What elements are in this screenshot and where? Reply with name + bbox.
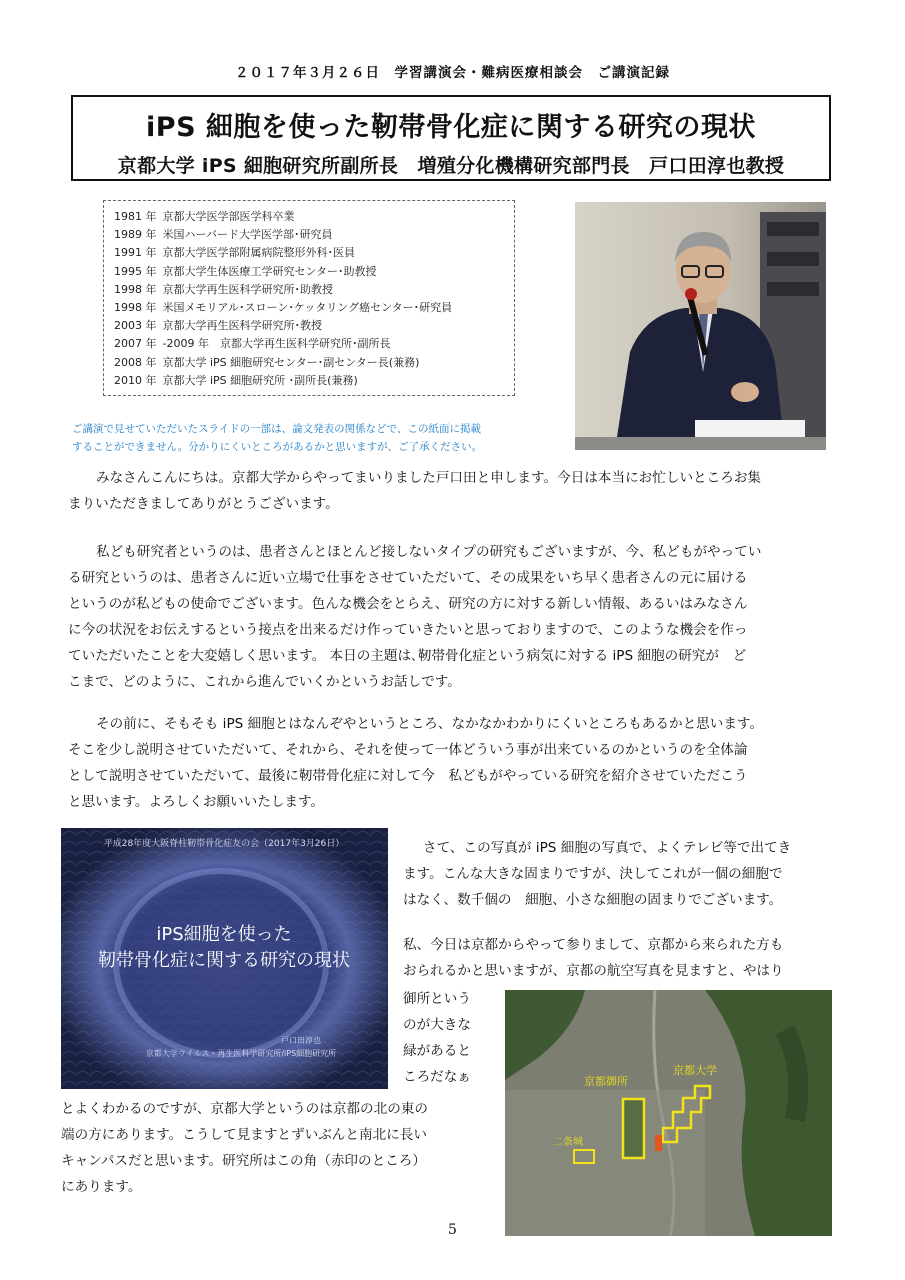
career-text: 京都大学 iPS 細胞研究センター･副センター長(兼務) <box>162 355 420 369</box>
career-year: 2008 年 <box>114 355 157 369</box>
text-line: そこを少し説明させていただいて、それから、それを使って一体どういう事が出来ているのかというのを全体論 <box>68 742 748 758</box>
career-text: 京都大学医学部医学科卒業 <box>162 210 295 223</box>
career-year: 1998 年 <box>114 282 157 296</box>
page-subtitle: 京都大学 iPS 細胞研究所副所長 増殖分化機構研究部門長 戸口田淳也教授 <box>117 155 785 177</box>
career-item <box>114 317 452 335</box>
text-line: る研究というのは、患者さんに近い立場で仕事をさせていただいて、その成果をいち早く患者さんの元に届ける <box>68 570 748 586</box>
text-line: ていただいたことを大変嬉しく思います。 本日の主題は､靭帯骨化症という病気に対する iPS 細胞の研究が ど <box>68 648 747 664</box>
career-year: 1991 年 <box>114 246 157 260</box>
slide-caption: 平成28年度大阪脊柱靭帯骨化症友の会（2017年3月26日） <box>103 839 345 849</box>
career-item <box>114 226 452 244</box>
career-item <box>114 244 452 262</box>
text-line: キャンパスだと思います。研究所はこの角（赤印のところ） <box>61 1153 426 1169</box>
page-title: iPS 細胞を使った靭帯骨化症に関する研究の現状 <box>146 112 756 143</box>
gosho-green <box>623 1099 644 1158</box>
slide-title-line1: iPS細胞を使った <box>156 924 292 945</box>
text-line: さて、この写真が iPS 細胞の写真で、よくテレビ等で出てき <box>423 840 792 856</box>
text-line: みなさんこんにちは。京都大学からやってまいりました戸口田と申します。今日は本当にお忙しいところお集 <box>96 470 762 486</box>
slide-speaker: 戸口田淳也 <box>281 1036 321 1045</box>
text-line: と思います。よろしくお願いいたします。 <box>68 794 325 810</box>
slide-title-line2: 靭帯骨化症に関する研究の現状 <box>98 950 350 971</box>
ips-photo-text <box>403 835 855 913</box>
text-line: おられるかと思いますが、京都の航空写真を見ますと、やはり <box>403 963 784 979</box>
career-year: 1995 年 <box>114 264 157 278</box>
text-line: その前に、そもそも iPS 細胞とはなんぞやというところ、なかなかわかりにくいところもあるかと思います。 <box>96 716 764 732</box>
career-text: 米国ハーバード大学医学部･研究員 <box>162 228 333 242</box>
career-year: 1989 年 <box>114 228 157 242</box>
text-line: まりいただきましてありがとうございます。 <box>68 496 339 512</box>
kyoto-aerial-map <box>505 990 832 1236</box>
career-list <box>114 208 452 390</box>
slide-notice <box>72 420 558 456</box>
career-year: 1981 年 <box>114 210 157 223</box>
campus-text <box>61 1096 493 1200</box>
career-item <box>114 208 452 226</box>
career-text: 米国メモリアル･スローン･ケッタリング癌センター･研究員 <box>162 301 453 315</box>
paragraph-ips-intro <box>68 711 854 815</box>
text-line: 私ども研究者というのは、患者さんとほとんど接しないタイプの研究もございますが、今、私どもがやってい <box>96 544 762 560</box>
paragraph-intro <box>68 465 854 517</box>
career-year: 1998 年 <box>114 301 157 315</box>
text-line: のが大きな <box>403 1017 471 1033</box>
text-line: 端の方にあります。こうして見ますとずいぶんと南北に長い <box>61 1127 427 1143</box>
slide-affiliation: 京都大学ウイルス・再生医科学研究所/iPS細胞研究所 <box>145 1049 337 1058</box>
career-item <box>114 335 452 353</box>
career-item <box>114 372 452 390</box>
text-line: というのが私どもの使命でございます。色んな機会をとらえ、研究の方に対する新しい情報、あるいはみなさん <box>68 596 748 612</box>
text-line: はなく、数千個の 細胞、小さな細胞の固まりでございます。 <box>403 892 783 908</box>
career-item <box>114 354 452 372</box>
career-year: 2003 年 <box>114 319 157 333</box>
paragraph-mission <box>68 539 854 695</box>
text-line: 御所という <box>403 991 471 1007</box>
career-item <box>114 281 452 299</box>
notice-line: ご講演で見せていただいたスライドの一部は、論文発表の関係などで、この紙面に掲載 <box>72 423 481 435</box>
header-line: ２０１７年３月２６日 学習講演会・難病医療相談会 ご講演記録 <box>235 65 670 81</box>
text-line: ころだなぁ <box>403 1069 471 1085</box>
kyoto-text <box>403 932 855 984</box>
career-text: 京都大学 iPS 細胞研究所 ･副所長(兼務) <box>162 373 358 387</box>
career-year: 2007 年 <box>114 337 157 351</box>
career-text: 京都大学再生医科学研究所･教授 <box>162 319 322 333</box>
gosho-text <box>403 986 498 1090</box>
text-line: ます。こんな大きな固まりですが、決してこれが一個の細胞で <box>403 866 783 882</box>
text-line: こまで、どのように、これから進んでいくかというお話しです。 <box>68 674 461 690</box>
career-year: 2010 年 <box>114 373 157 387</box>
ips-slide-image <box>61 828 388 1089</box>
career-item <box>114 299 452 317</box>
text-line: とよくわかるのですが、京都大学というのは京都の北の東の <box>61 1101 429 1117</box>
text-line: として説明させていただいて、最後に靭帯骨化症に対して今 私どもがやっている研究を紹介させていただこう <box>68 768 748 784</box>
career-text: 京都大学医学部附属病院整形外科･医員 <box>162 246 355 260</box>
text-line: 私、今日は京都からやって参りまして、京都から来られた方も <box>403 937 784 953</box>
career-text: -2009 年 京都大学再生医科学研究所･副所長 <box>162 337 391 351</box>
career-text: 京都大学生体医療工学研究センター･助教授 <box>162 264 377 278</box>
map-label-nijo: 二条城 <box>553 1137 583 1148</box>
institute-marker <box>655 1135 662 1151</box>
notice-line: することができません。分かりにくいところがあるかと思いますが、ご了承ください。 <box>72 441 483 453</box>
text-line: に今の状況をお伝えするという接点を出来るだけ作っていきたいと思っておりますので、このような機会を作っ <box>68 622 748 638</box>
map-label-univ: 京都大学 <box>673 1064 717 1077</box>
career-text: 京都大学再生医科学研究所･助教授 <box>162 282 333 296</box>
speaker-photo <box>575 202 826 450</box>
page-number: 5 <box>448 1222 457 1238</box>
career-item <box>114 263 452 281</box>
map-label-gosho: 京都御所 <box>584 1075 628 1088</box>
text-line: 緑があると <box>403 1043 471 1059</box>
text-line: にあります。 <box>61 1179 142 1195</box>
